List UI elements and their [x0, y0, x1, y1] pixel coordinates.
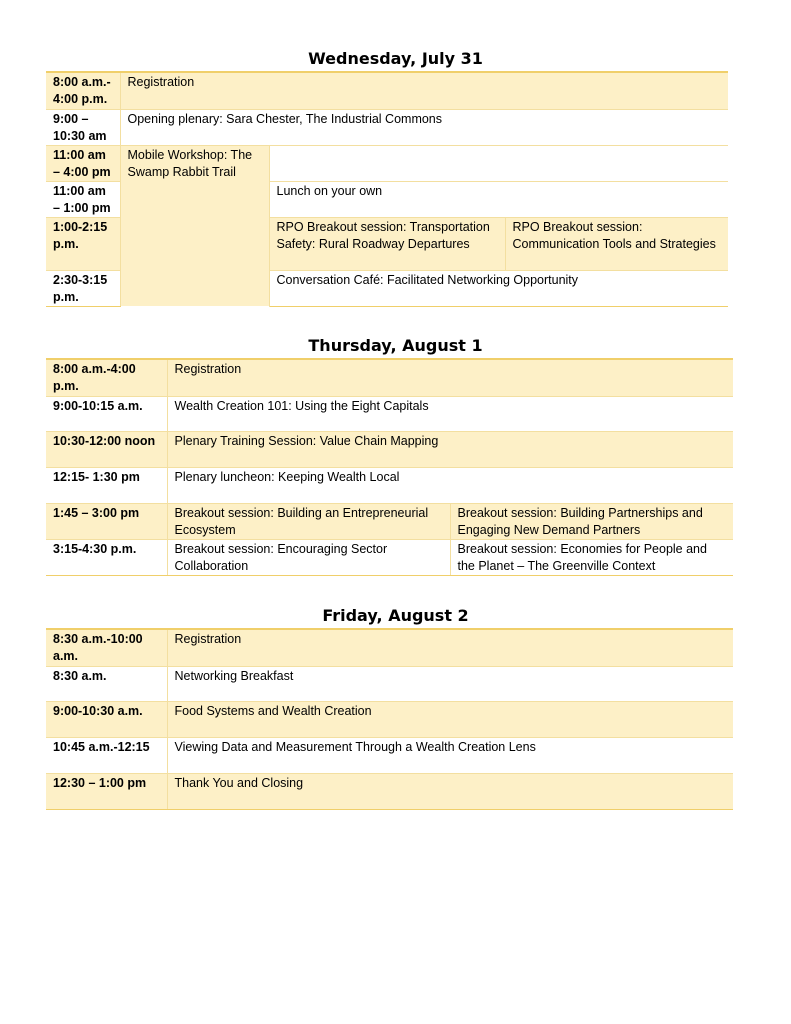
session-cell: Food Systems and Wealth Creation [167, 701, 733, 737]
session-cell: Lunch on your own [269, 181, 728, 217]
table-row [46, 359, 733, 396]
table-row [46, 109, 728, 145]
time-cell: 8:00 a.m.-4:00 p.m. [46, 359, 167, 396]
empty-cell [269, 145, 728, 181]
session-cell: RPO Breakout session: Communication Tools and Strategies [505, 217, 728, 270]
session-cell: Plenary Training Session: Value Chain Mapping [167, 431, 733, 467]
session-cell: Conversation Café: Facilitated Networking Opportunity [269, 270, 728, 306]
session-cell: Opening plenary: Sara Chester, The Industrial Commons [120, 109, 728, 145]
table-row [46, 539, 733, 575]
table-row [46, 701, 733, 737]
session-cell: Plenary luncheon: Keeping Wealth Local [167, 467, 733, 503]
session-cell: Viewing Data and Measurement Through a Wealth Creation Lens [167, 737, 733, 773]
time-cell: 8:00 a.m.- 4:00 p.m. [46, 72, 120, 109]
session-cell: Registration [120, 72, 728, 109]
friday-title: Friday, August 2 [322, 606, 469, 625]
session-cell: Wealth Creation 101: Using the Eight Capitals [167, 396, 733, 431]
time-cell: 10:30-12:00 noon [46, 431, 167, 467]
thursday-schedule-table [46, 358, 733, 576]
session-cell: Breakout session: Building Partnerships and Engaging New Demand Partners [450, 503, 733, 539]
session-cell: RPO Breakout session: Transportation Safety: Rural Roadway Departures [269, 217, 505, 270]
friday-schedule-table [46, 628, 733, 810]
time-cell: 2:30-3:15 p.m. [46, 270, 120, 306]
time-cell: 9:00 – 10:30 am [46, 109, 120, 145]
thursday-title: Thursday, August 1 [308, 336, 483, 355]
wednesday-schedule-table [46, 71, 728, 307]
wednesday-title: Wednesday, July 31 [308, 49, 483, 68]
table-row [46, 503, 733, 539]
table-row [46, 666, 733, 701]
time-cell: 12:30 – 1:00 pm [46, 773, 167, 809]
session-cell: Breakout session: Building an Entrepreneurial Ecosystem [167, 503, 450, 539]
session-cell: Registration [167, 629, 733, 666]
table-row [46, 431, 733, 467]
session-cell: Thank You and Closing [167, 773, 733, 809]
table-row [46, 737, 733, 773]
session-cell: Breakout session: Encouraging Sector Collaboration [167, 539, 450, 575]
time-cell: 11:00 am – 1:00 pm [46, 181, 120, 217]
time-cell: 8:30 a.m. [46, 666, 167, 701]
table-row [46, 629, 733, 666]
table-row [46, 396, 733, 431]
time-cell: 8:30 a.m.-10:00 a.m. [46, 629, 167, 666]
time-cell: 1:45 – 3:00 pm [46, 503, 167, 539]
table-row [46, 72, 728, 109]
time-cell: 9:00-10:30 a.m. [46, 701, 167, 737]
session-cell: Registration [167, 359, 733, 396]
time-cell: 11:00 am – 4:00 pm [46, 145, 120, 181]
table-row [46, 467, 733, 503]
table-row [46, 145, 728, 181]
table-row [46, 773, 733, 809]
session-cell: Networking Breakfast [167, 666, 733, 701]
time-cell: 9:00-10:15 a.m. [46, 396, 167, 431]
time-cell: 1:00-2:15 p.m. [46, 217, 120, 270]
time-cell: 12:15- 1:30 pm [46, 467, 167, 503]
time-cell: 10:45 a.m.-12:15 [46, 737, 167, 773]
time-cell: 3:15-4:30 p.m. [46, 539, 167, 575]
mobile-workshop-cell: Mobile Workshop: The Swamp Rabbit Trail [120, 145, 269, 306]
session-cell: Breakout session: Economies for People and the Planet – The Greenville Context [450, 539, 733, 575]
